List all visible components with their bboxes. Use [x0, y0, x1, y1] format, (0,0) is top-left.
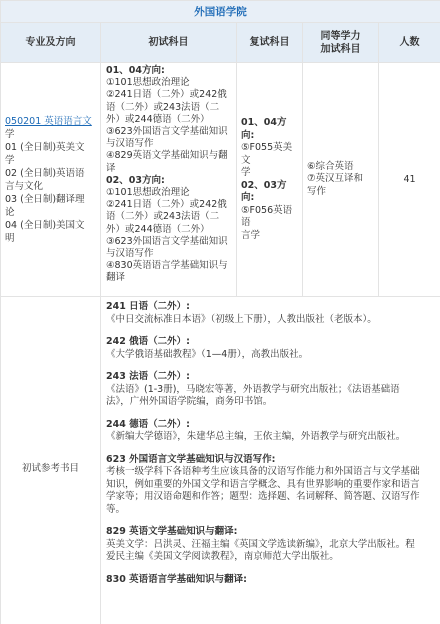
major-line: 03 (全日制)翻译理	[5, 193, 85, 205]
reference-line: 英美文学：吕洪灵、汪福主编《英国文学选读新编》，北京大学出版社。程	[106, 538, 415, 550]
reference-line: 《法语》(1-3册)，马晓宏等著，外语教学与研究出版社；《法语基础语	[106, 383, 400, 395]
subject-line: 与汉语写作	[106, 138, 154, 150]
extra-line: ⑦英汉互译和	[307, 173, 364, 185]
reference-line: 《大学俄语基础教程》（1—4册），高教出版社。	[106, 348, 309, 360]
direction-heading: 02、03方向:	[106, 174, 165, 186]
header-initial-subjects: 初试科目	[101, 23, 237, 63]
header-major: 专业及方向	[1, 23, 101, 63]
major-row	[1, 63, 440, 297]
reference-title: 243 法语（二外）:	[106, 371, 190, 382]
count-cell: 41	[379, 63, 440, 297]
retest-line: 言学	[241, 229, 261, 241]
header-row	[1, 23, 440, 63]
subject-line: 翻译	[106, 272, 126, 284]
subject-line: ②241日语（二外）或242俄	[106, 89, 227, 101]
direction-heading: 01、04方向:	[241, 117, 287, 141]
reference-label: 初试参考书目	[1, 297, 101, 624]
extra-subjects-cell	[303, 63, 379, 297]
reference-line: 知识，例如重要的外国文学和语言学概念、具有世界影响的重要作家和语言	[106, 478, 420, 490]
header-count: 人数	[379, 23, 440, 63]
subject-line: 译	[106, 162, 116, 174]
subject-line: 外）或244德语（二外）	[106, 113, 210, 125]
reference-row	[1, 297, 440, 624]
reference-title: 830 英语语言学基础知识与翻译:	[106, 573, 247, 585]
retest-line: 学	[241, 167, 251, 178]
subject-line: ③623外国语言文学基础知识	[106, 126, 228, 138]
reference-line: 等。	[106, 503, 126, 515]
reference-title: 241 日语（二外）:	[106, 301, 190, 312]
major-line: 论	[5, 206, 15, 218]
major-line: 言与文化	[5, 180, 44, 192]
subject-line: 与汉语写作	[106, 248, 154, 260]
subject-line: 外）或244德语（二外）	[106, 223, 210, 235]
header-extra-line-1: 同等学力	[320, 30, 361, 42]
reference-line: 考核一级学科下各语种考生应该具备的汉语写作能力和外国语言与文学基础	[106, 466, 420, 477]
reference-block	[106, 301, 436, 326]
header-retest-subjects: 复试科目	[237, 23, 303, 63]
reference-title: 623 外国语言文学基础知识与汉语写作:	[106, 453, 276, 465]
header-extra-line-2: 加试科目	[320, 43, 361, 55]
reference-books-cell	[101, 297, 440, 624]
major-line: 02 (全日制)英语语	[5, 167, 85, 179]
major-line: 01 (全日制)英美文	[5, 141, 85, 153]
initial-subjects-cell	[101, 63, 237, 297]
reference-title: 242 俄语（二外）:	[106, 336, 190, 347]
reference-block	[106, 371, 436, 409]
reference-line: 学家等；用汉语命题和作答；题型：选择题、名词解释、简答题、汉语写作	[106, 491, 420, 502]
retest-subjects-cell	[237, 63, 303, 297]
subject-line: ②241日语（二外）或242俄	[106, 199, 227, 211]
reference-block	[106, 574, 436, 587]
reference-title: 244 德语（二外）:	[106, 418, 190, 430]
reference-block	[106, 419, 436, 444]
retest-line: ⑤F055英美文	[241, 142, 293, 166]
header-extra-subjects	[303, 23, 379, 63]
subject-line: ④830英语语言学基础知识与	[106, 260, 228, 272]
reference-block	[106, 454, 436, 517]
reference-line: 《新编大学德语》，朱建华总主编，王依主编，外语教学与研究出版社。	[106, 431, 406, 442]
title-row	[1, 1, 440, 23]
reference-block	[106, 336, 436, 361]
direction-heading: 02、03方向:	[241, 179, 287, 203]
subject-line: 语（二外）或243法语（二	[106, 101, 220, 113]
major-line: 明	[5, 232, 15, 244]
reference-line: 法》，广州外国语学院编，商务印书馆。	[106, 396, 273, 407]
direction-heading: 01、04方向:	[106, 65, 165, 76]
reference-title: 829 英语文学基础知识与翻译:	[106, 526, 238, 537]
major-line: 学	[5, 154, 15, 166]
subject-line: 语（二外）或243法语（二	[106, 211, 220, 223]
major-line: 学	[5, 128, 15, 140]
reference-block	[106, 526, 436, 564]
extra-line: ⑥综合英语	[307, 160, 354, 172]
subject-line: ③623外国语言文学基础知识	[106, 235, 228, 247]
subject-line: ④829英语文学基础知识与翻	[106, 150, 228, 162]
major-cell	[1, 63, 101, 297]
subject-line: ①101思想政治理论	[106, 77, 190, 89]
retest-line: ⑤F056英语语	[241, 204, 293, 228]
reference-line: 《中日交流标准日本语》（初级上下册），人教出版社（老版本）。	[106, 313, 377, 325]
department-title: 外国语学院	[1, 1, 440, 23]
reference-line: 爱民主编《美国文学阅读教程》，南京师范大学出版社。	[106, 551, 339, 562]
major-line: 04 (全日制)美国文	[5, 219, 85, 231]
major-code-link[interactable]: 050201 英语语言文	[5, 115, 92, 127]
extra-line: 写作	[307, 185, 327, 197]
subject-line: ①101思想政治理论	[106, 187, 190, 199]
